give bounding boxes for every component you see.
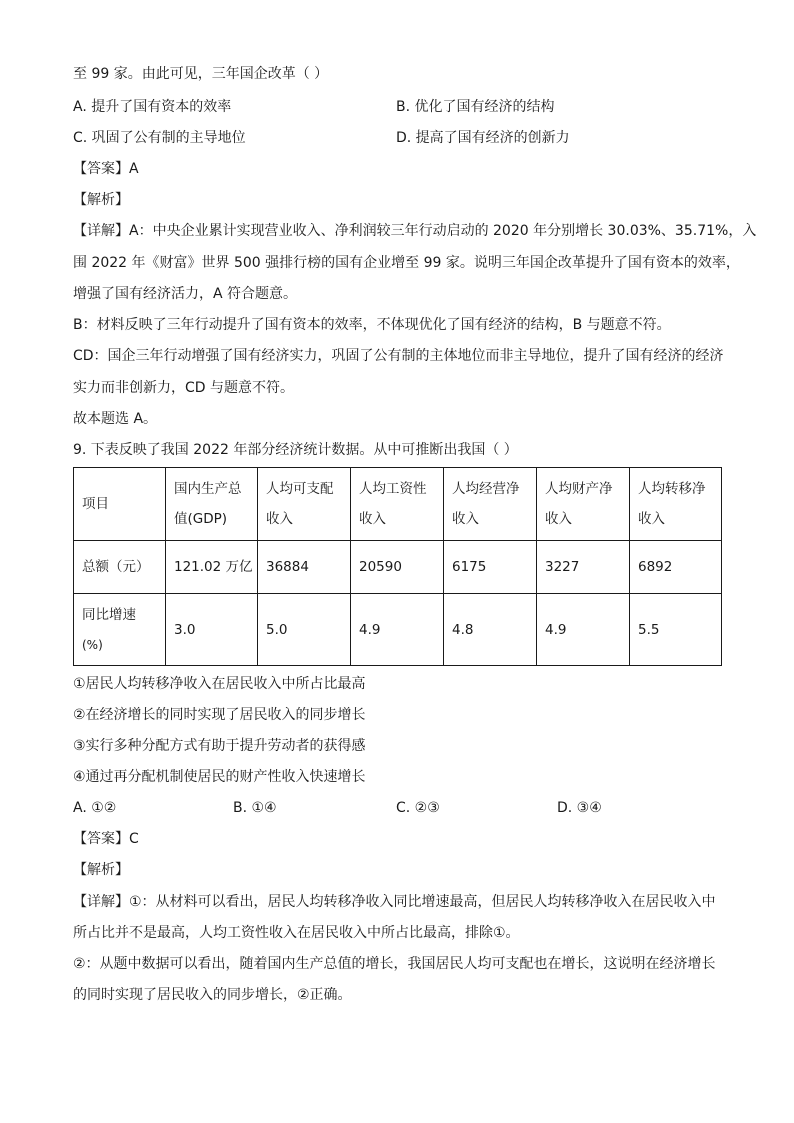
- table-cell: 20590: [351, 541, 444, 594]
- q9-statement: ③实行多种分配方式有助于提升劳动者的获得感: [73, 738, 366, 754]
- q8-option-d: D. 提高了国有经济的创新力: [396, 130, 570, 146]
- question-8-stem: 至 99 家。由此可见，三年国企改革（ ）: [73, 66, 329, 82]
- q9-option-b: B. ①④: [233, 800, 277, 816]
- table-cell: 3227: [537, 541, 630, 594]
- q8-option-a: A. 提升了国有资本的效率: [73, 99, 232, 115]
- table-cell: 6175: [444, 541, 537, 594]
- q8-option-b: B. 优化了国有经济的结构: [396, 99, 555, 115]
- table-header-cell: 人均财产净 收入: [537, 468, 630, 541]
- table-cell: 121.02 万亿: [166, 541, 258, 594]
- table-header-cell: 人均经营净 收入: [444, 468, 537, 541]
- table-cell: 4.9: [537, 594, 630, 666]
- q8-detail-line: 【详解】A：中央企业累计实现营业收入、净利润较三年行动启动的 2020 年分别增长 30.03%、35.71%，入: [73, 223, 757, 239]
- table-row-growth: [74, 594, 722, 666]
- q8-answer: 【答案】A: [73, 161, 139, 177]
- q9-option-d: D. ③④: [557, 800, 602, 816]
- table-cell: 6892: [630, 541, 722, 594]
- q9-detail-line: 的同时实现了居民收入的同步增长，②正确。: [73, 987, 352, 1003]
- table-cell: 5.5: [630, 594, 722, 666]
- table-row-label: 同比增速 (%): [74, 594, 166, 666]
- table-header-cell: 人均转移净 收入: [630, 468, 722, 541]
- q8-detail-line: 围 2022 年《财富》世界 500 强排行榜的国有企业增至 99 家。说明三年国企改革提升了国有资本的效率，: [73, 255, 740, 271]
- q9-option-a: A. ①②: [73, 800, 117, 816]
- table-header-cell: 人均可支配 收入: [258, 468, 351, 541]
- q9-answer: 【答案】C: [73, 831, 139, 847]
- table-row-label: 总额（元）: [74, 541, 166, 594]
- q8-option-c: C. 巩固了公有制的主导地位: [73, 130, 246, 146]
- q9-statement: ④通过再分配机制使居民的财产性收入快速增长: [73, 769, 366, 785]
- table-cell: 3.0: [166, 594, 258, 666]
- table-header-cell: 项目: [74, 468, 166, 541]
- table-cell: 4.8: [444, 594, 537, 666]
- question-9-stem: 9. 下表反映了我国 2022 年部分经济统计数据。从中可推断出我国（ ）: [73, 442, 518, 458]
- q9-option-c: C. ②③: [396, 800, 440, 816]
- table-header-row: [74, 468, 722, 541]
- q8-detail-line: 增强了国有经济活力，A 符合题意。: [73, 286, 298, 302]
- q9-detail-line: ②：从题中数据可以看出，随着国内生产总值的增长，我国居民人均可支配也在增长，这说明在经济增长: [73, 956, 716, 972]
- q8-detail-line: CD：国企三年行动增强了国有经济实力，巩固了公有制的主体地位而非主导地位，提升了国有经济的经济: [73, 348, 724, 364]
- q8-detail-line: 故本题选 A。: [73, 411, 158, 427]
- table-cell: 4.9: [351, 594, 444, 666]
- table-header-cell: 国内生产总 值(GDP): [166, 468, 258, 541]
- table-cell: 36884: [258, 541, 351, 594]
- q9-statement: ①居民人均转移净收入在居民收入中所占比最高: [73, 676, 366, 692]
- table-cell: 5.0: [258, 594, 351, 666]
- table-header-cell: 人均工资性 收入: [351, 468, 444, 541]
- statistics-table: [73, 467, 722, 666]
- q8-detail-line: B：材料反映了三年行动提升了国有资本的效率，不体现优化了国有经济的结构，B 与题意不符。: [73, 317, 671, 333]
- q8-analysis-label: 【解析】: [73, 192, 129, 208]
- table-row-total: [74, 541, 722, 594]
- q9-detail-line: 【详解】①：从材料可以看出，居民人均转移净收入同比增速最高，但居民人均转移净收入在居民收入中: [73, 894, 716, 910]
- q9-detail-line: 所占比并不是最高，人均工资性收入在居民收入中所占比最高，排除①。: [73, 925, 520, 941]
- q9-analysis-label: 【解析】: [73, 862, 129, 878]
- q9-statement: ②在经济增长的同时实现了居民收入的同步增长: [73, 707, 366, 723]
- q8-detail-line: 实力而非创新力，CD 与题意不符。: [73, 380, 295, 396]
